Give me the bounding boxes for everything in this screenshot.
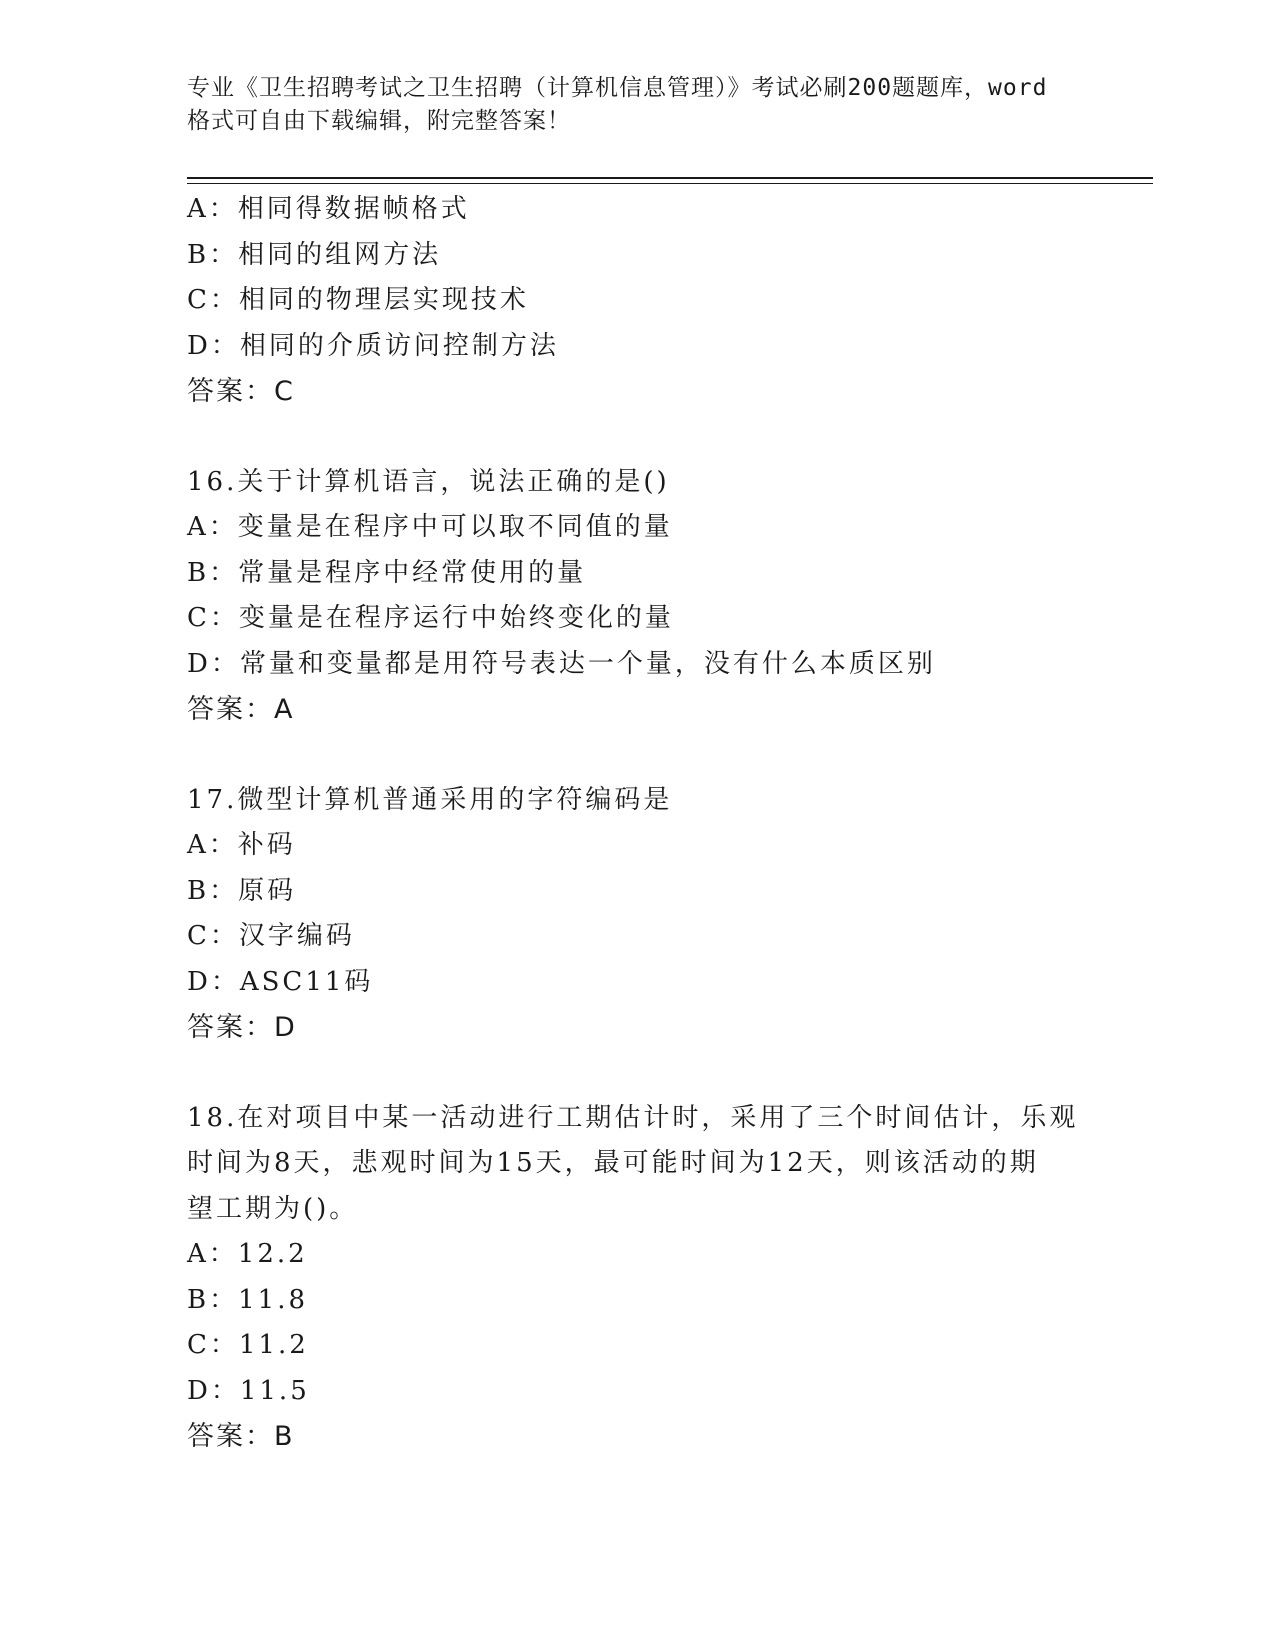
question-15-partial <box>187 187 1087 415</box>
answer-line: 答案：B <box>187 1421 295 1452</box>
option-c: C：变量是在程序运行中始终变化的量 <box>187 603 674 633</box>
answer-line: 答案：D <box>187 1012 297 1043</box>
question-stem-line-2: 时间为8天，悲观时间为15天，最可能时间为12天，则该活动的期 <box>187 1148 1039 1178</box>
question-list <box>187 187 1087 1460</box>
answer-line: 答案：A <box>187 694 295 725</box>
question-stem: 17.微型计算机普通采用的字符编码是 <box>187 784 673 815</box>
option-c: C：相同的物理层实现技术 <box>187 285 529 315</box>
question-stem: 16.关于计算机语言，说法正确的是() <box>187 466 670 497</box>
option-a: A：变量是在程序中可以取不同值的量 <box>187 512 673 542</box>
question-stem-line-3: 望工期为()。 <box>187 1193 359 1224</box>
header-divider <box>187 177 1153 179</box>
document-header <box>187 72 1087 138</box>
option-d: D：相同的介质访问控制方法 <box>187 330 559 361</box>
question-stem-line-1: 18.在对项目中某一活动进行工期估计时，采用了三个时间估计，乐观 <box>187 1102 1079 1133</box>
option-a: A：12.2 <box>187 1239 308 1269</box>
option-a: A：相同得数据帧格式 <box>187 194 470 224</box>
question-16 <box>187 460 1087 733</box>
option-c: C：11.2 <box>187 1330 309 1360</box>
option-a: A：补码 <box>187 830 296 860</box>
question-17 <box>187 778 1087 1051</box>
option-d: D：ASC11码 <box>187 966 374 997</box>
option-d: D：常量和变量都是用符号表达一个量，没有什么本质区别 <box>187 648 936 679</box>
option-b: B：相同的组网方法 <box>187 239 442 270</box>
option-b: B：原码 <box>187 875 297 906</box>
question-18 <box>187 1096 1087 1460</box>
option-c: C：汉字编码 <box>187 921 355 951</box>
header-line-1: 专业《卫生招聘考试之卫生招聘（计算机信息管理）》考试必刷200题题库，word <box>187 75 1048 101</box>
spacer <box>187 1051 1087 1096</box>
header-line-2: 格式可自由下载编辑，附完整答案！ <box>187 108 571 134</box>
spacer <box>187 415 1087 460</box>
header-divider-thin <box>187 183 1153 184</box>
option-b: B：常量是程序中经常使用的量 <box>187 557 587 588</box>
answer-line: 答案：C <box>187 376 295 407</box>
option-d: D：11.5 <box>187 1375 310 1406</box>
spacer <box>187 733 1087 778</box>
option-b: B：11.8 <box>187 1284 308 1315</box>
